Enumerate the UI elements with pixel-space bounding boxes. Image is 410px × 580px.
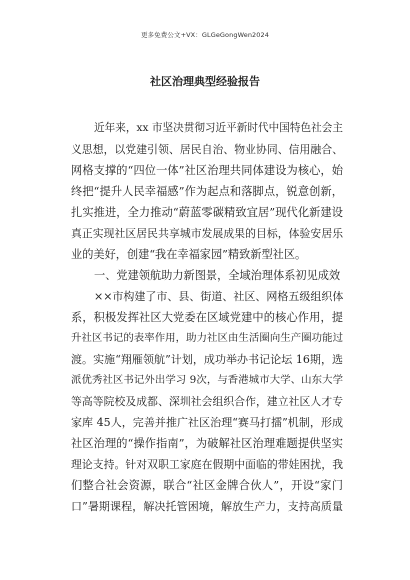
- body-line: 义思想，以党建引领、居民自治、物业协同、信用融合、: [71, 143, 343, 156]
- document-title: 社区治理典型经验报告: [150, 75, 260, 88]
- body-line: 渡。实施“翔雁领航”计划，成功举办书记论坛 16期，选: [71, 353, 343, 366]
- section-heading: 一、党建领航助力新图景，全域治理体系初见成效: [94, 269, 341, 282]
- body-line: 近年来，xx 市坚决贯彻习近平新时代中国特色社会主: [94, 122, 343, 134]
- body-line: 升社区书记的表率作用，助力社区由生活圈向生产圈功能过: [71, 332, 343, 344]
- body-line: 业的美好，创建“我在幸福家园”精致新型社区。: [71, 248, 307, 261]
- body-line: 理论支持。针对双职工家庭在假期中面临的带娃困扰，我: [71, 458, 343, 471]
- body-line: 网格支撑的“四位一体”社区治理共同体建设为核心，始: [71, 164, 343, 177]
- body-line: 扎实推进，全力推动“蔚蓝零碳精致宜居”现代化新建设: [71, 206, 343, 219]
- body-line: ××市构建了市、县、街道、社区、网格五级组织体: [94, 290, 343, 303]
- body-line: 口”暑期课程，解决托管困境，解放生产力，支持高质量: [71, 500, 343, 513]
- body-line: 社区治理的“操作指南”，为破解社区治理难题提供坚实: [71, 437, 343, 450]
- body-line: 系，积极发挥社区大党委在区域党建中的核心作用，提: [71, 311, 343, 324]
- body-line: 真正实现社区居民共享城市发展成果的目标，体验安居乐: [71, 227, 343, 240]
- document-body: [71, 118, 343, 517]
- body-line: 等高等院校及成都、深圳社会组织合作，建立社区人才专: [71, 395, 343, 408]
- body-line: 派优秀社区书记外出学习 9次，与香港城市大学、山东大学: [71, 374, 343, 386]
- body-line: 们整合社会资源，联合“社区金牌合伙人”，开设“家门: [71, 479, 343, 492]
- body-line: 终把“提升人民幸福感”作为起点和落脚点，锐意创新，: [71, 185, 343, 198]
- page-header: 更多免费公文+VX：GLGeGongWen2024: [140, 31, 269, 39]
- body-line: 家库 45人，完善并推广社区治理“赛马打擂”机制，形成: [71, 416, 343, 429]
